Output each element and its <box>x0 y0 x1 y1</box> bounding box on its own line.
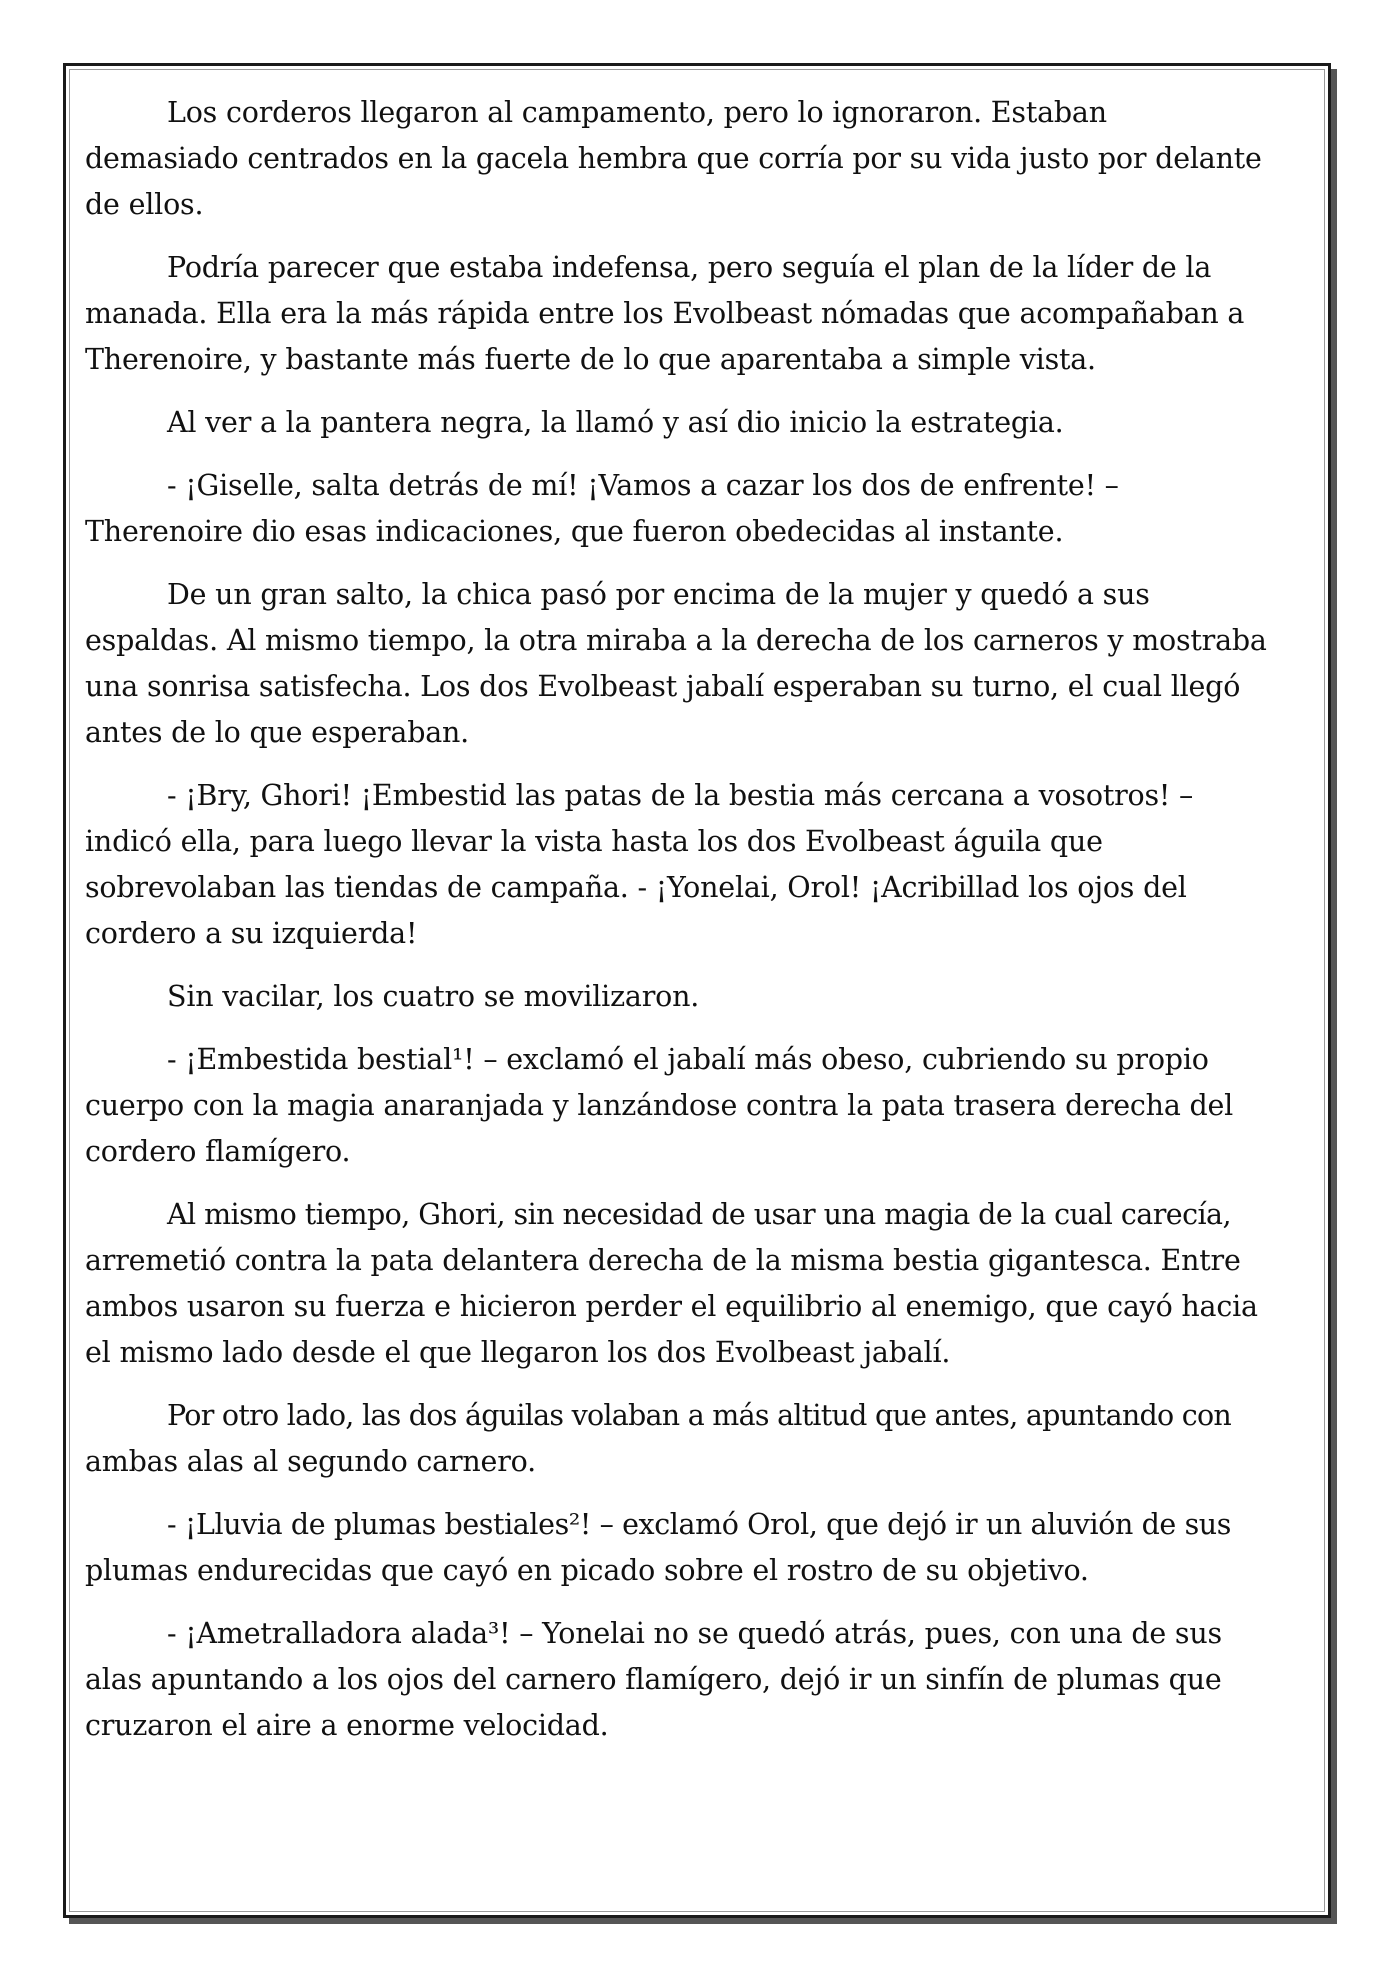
paragraph <box>85 572 1310 756</box>
text-line: el mismo lado desde el que llegaron los dos Evolbeast jabalí. <box>85 1336 951 1369</box>
dialogue-paragraph <box>85 463 1310 555</box>
dialogue-paragraph <box>85 1037 1310 1175</box>
text-line: plumas endurecidas que cayó en picado sobre el rostro de su objetivo. <box>85 1554 1089 1587</box>
text-line: antes de lo que esperaban. <box>85 716 470 749</box>
text-line: una sonrisa satisfecha. Los dos Evolbeast jabalí esperaban su turno, el cual llegó <box>85 670 1241 703</box>
text-line: Al mismo tiempo, Ghori, sin necesidad de usar una magia de la cual carecía, <box>167 1198 1231 1231</box>
text-line: Therenoire, y bastante más fuerte de lo que aparentaba a simple vista. <box>85 343 1096 376</box>
text-line: Al ver a la pantera negra, la llamó y así dio inicio la estrategia. <box>167 406 1064 439</box>
text-line: cruzaron el aire a enorme velocidad. <box>85 1709 609 1742</box>
text-line: alas apuntando a los ojos del carnero flamígero, dejó ir un sinfín de plumas que <box>85 1663 1222 1696</box>
text-line: - ¡Lluvia de plumas bestiales²! – exclamó Orol, que dejó ir un aluvión de sus <box>167 1508 1231 1541</box>
text-line: manada. Ella era la más rápida entre los Evolbeast nómadas que acompañaban a <box>85 297 1245 330</box>
text-line: Podría parecer que estaba indefensa, pero seguía el plan de la líder de la <box>167 251 1212 284</box>
text-line: De un gran salto, la chica pasó por encima de la mujer y quedó a sus <box>167 578 1150 611</box>
text-line: Therenoire dio esas indicaciones, que fueron obedecidas al instante. <box>85 515 1064 548</box>
text-line: arremetió contra la pata delantera derecha de la misma bestia gigantesca. Entre <box>85 1244 1241 1277</box>
text-line: ambas alas al segundo carnero. <box>85 1445 536 1478</box>
text-line: cordero flamígero. <box>85 1135 351 1168</box>
text-line: sobrevolaban las tiendas de campaña. - ¡Yonelai, Orol! ¡Acribillad los ojos del <box>85 871 1187 904</box>
document-body <box>85 90 1310 1766</box>
text-line: Sin vacilar, los cuatro se movilizaron. <box>167 980 700 1013</box>
paragraph <box>85 400 1310 446</box>
text-line: - ¡Embestida bestial¹! – exclamó el jabalí más obeso, cubriendo su propio <box>167 1043 1209 1076</box>
paragraph <box>85 1192 1310 1376</box>
paragraph <box>85 90 1310 228</box>
text-line: - ¡Ametralladora alada³! – Yonelai no se quedó atrás, pues, con una de sus <box>167 1617 1222 1650</box>
paragraph <box>85 1393 1310 1485</box>
text-line: cuerpo con la magia anaranjada y lanzándose contra la pata trasera derecha del <box>85 1089 1234 1122</box>
paragraph <box>85 974 1310 1020</box>
text-line: - ¡Bry, Ghori! ¡Embestid las patas de la bestia más cercana a vosotros! – <box>167 779 1194 812</box>
text-line: Los corderos llegaron al campamento, pero lo ignoraron. Estaban <box>167 96 1107 129</box>
text-line: indicó ella, para luego llevar la vista hasta los dos Evolbeast águila que <box>85 825 1103 858</box>
text-line: Por otro lado, las dos águilas volaban a más altitud que antes, apuntando con <box>167 1399 1231 1432</box>
text-line: - ¡Giselle, salta detrás de mí! ¡Vamos a cazar los dos de enfrente! – <box>167 469 1119 502</box>
dialogue-paragraph <box>85 1502 1310 1594</box>
text-line: demasiado centrados en la gacela hembra que corría por su vida justo por delante <box>85 142 1262 175</box>
dialogue-paragraph <box>85 773 1310 957</box>
paragraph <box>85 245 1310 383</box>
text-line: de ellos. <box>85 188 204 221</box>
text-line: cordero a su izquierda! <box>85 917 418 950</box>
dialogue-paragraph <box>85 1611 1310 1749</box>
text-line: ambos usaron su fuerza e hicieron perder el equilibrio al enemigo, que cayó hacia <box>85 1290 1258 1323</box>
text-line: espaldas. Al mismo tiempo, la otra miraba a la derecha de los carneros y mostraba <box>85 624 1267 657</box>
